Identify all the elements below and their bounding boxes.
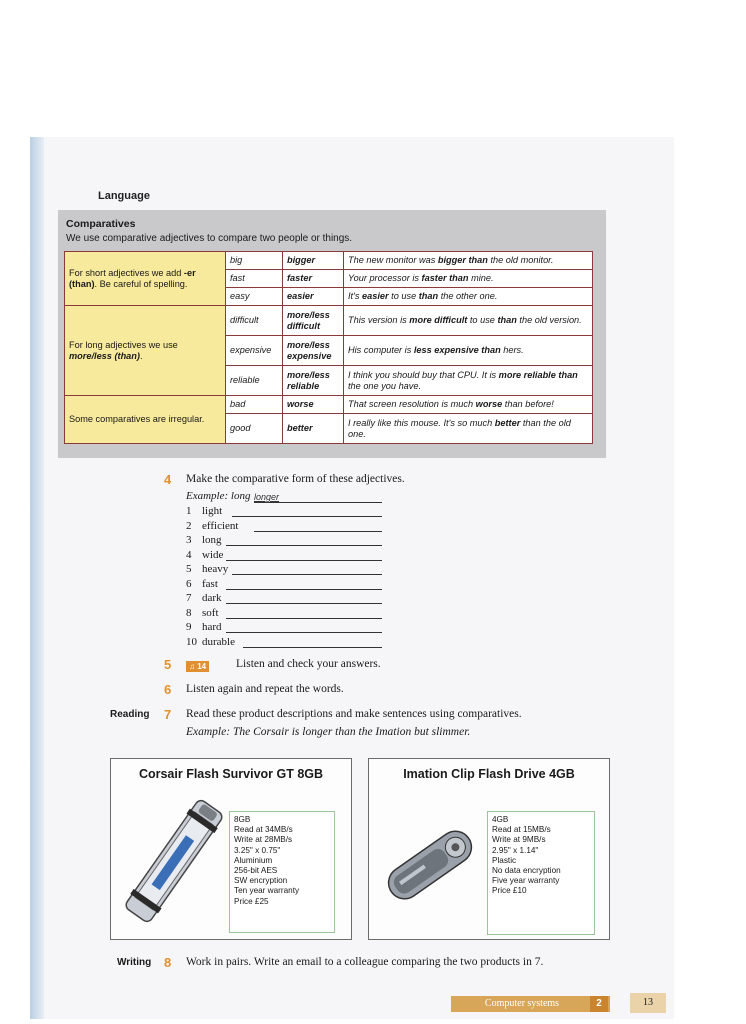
footer-unit-number: 2 xyxy=(590,996,608,1012)
exercise-6-number: 6 xyxy=(164,682,172,697)
spec-line: Price £25 xyxy=(234,896,269,906)
spec-line: Five year warranty xyxy=(492,876,560,886)
exercise-6-instruction: Listen again and repeat the words. xyxy=(186,683,344,695)
answer-line[interactable] xyxy=(232,574,382,575)
adjective-cell: bad xyxy=(226,396,283,414)
exercise-5-instruction: Listen and check your answers. xyxy=(236,658,381,670)
product-name: Corsair Flash Survivor GT 8GB xyxy=(138,767,324,781)
item-word: dark xyxy=(202,592,222,604)
table-row xyxy=(65,252,593,270)
answer-line[interactable] xyxy=(232,516,382,517)
audio-track-badge[interactable] xyxy=(186,658,209,676)
reading-label: Reading xyxy=(110,709,150,720)
answer-line[interactable] xyxy=(254,531,382,532)
item-number: 2 xyxy=(186,519,192,532)
spec-line: Read at 34MB/s xyxy=(234,825,293,835)
spec-box xyxy=(487,811,595,935)
item-number: 10 xyxy=(186,635,197,648)
spec-line: Write at 9MB/s xyxy=(492,835,546,845)
item-word: efficient xyxy=(202,519,239,532)
exercise-4-number: 4 xyxy=(164,472,172,487)
exercise-7-example: Example: The Corsair is longer than the Imation but slimmer. xyxy=(186,726,471,738)
exercise-7-instruction: Read these product descriptions and make sentences using comparatives. xyxy=(186,708,522,720)
product-card-corsair xyxy=(110,758,352,940)
audio-track-number: 14 xyxy=(197,662,207,672)
item-number: 6 xyxy=(186,577,192,590)
example-cell: This version is more difficult to use than the old version. xyxy=(344,306,593,336)
spec-line: 8GB xyxy=(234,815,251,824)
spec-line: Price £10 xyxy=(492,886,527,896)
answer-line[interactable] xyxy=(226,632,382,633)
comparative-cell: better xyxy=(283,414,344,444)
adjective-cell: big xyxy=(226,252,283,270)
comparative-cell: easier xyxy=(283,288,344,306)
exercise-8-instruction: Work in pairs. Write an email to a colleague comparing the two products in 7. xyxy=(186,956,544,968)
answer-line[interactable] xyxy=(226,560,382,561)
usb-drive-corsair-illustration xyxy=(119,793,229,929)
rule-long-adjectives: For long adjectives we use more/less (than). xyxy=(65,306,226,396)
page-number: 13 xyxy=(630,993,666,1013)
answer-line[interactable] xyxy=(226,589,382,590)
exercise-4-example-label: Example: long xyxy=(186,490,251,502)
example-cell: That screen resolution is much worse than before! xyxy=(344,396,593,414)
comparative-cell: bigger xyxy=(283,252,344,270)
answer-line[interactable] xyxy=(226,603,382,604)
example-cell: I think you should buy that CPU. It is more reliable than the one you have. xyxy=(344,366,593,396)
adjective-cell: good xyxy=(226,414,283,444)
comparative-cell: faster xyxy=(283,270,344,288)
product-name: Imation Clip Flash Drive 4GB xyxy=(403,767,575,781)
answer-line xyxy=(254,502,382,503)
language-heading: Language xyxy=(98,190,150,202)
item-word: heavy xyxy=(202,563,229,575)
comparative-cell: more/less difficult xyxy=(283,306,344,336)
table-row xyxy=(65,306,593,336)
item-number: 9 xyxy=(186,621,192,633)
answer-line[interactable] xyxy=(243,647,382,648)
item-word: durable xyxy=(202,635,235,648)
spec-line: 256-bit AES xyxy=(234,866,278,876)
grammar-title: Comparatives xyxy=(66,218,136,230)
example-cell: Your processor is faster than mine. xyxy=(344,270,593,288)
exercise-4-example-answer: longer xyxy=(254,492,280,502)
page-spine-shadow xyxy=(30,137,44,1019)
exercise-4-instruction: Make the comparative form of these adjectives. xyxy=(186,473,405,485)
item-number: 1 xyxy=(186,505,192,517)
example-cell: His computer is less expensive than hers. xyxy=(344,336,593,366)
adjective-cell: fast xyxy=(226,270,283,288)
exercise-7-number: 7 xyxy=(164,707,172,722)
spec-box xyxy=(229,811,335,933)
example-cell: The new monitor was bigger than the old monitor. xyxy=(344,252,593,270)
example-cell: I really like this mouse. It's so much better than the old one. xyxy=(344,414,593,444)
example-cell: It's easier to use than the other one. xyxy=(344,288,593,306)
adjective-cell: reliable xyxy=(226,366,283,396)
adjective-cell: expensive xyxy=(226,336,283,366)
item-word: hard xyxy=(202,621,222,633)
item-number: 5 xyxy=(186,563,192,575)
item-word: wide xyxy=(202,548,224,561)
item-number: 7 xyxy=(186,592,192,604)
writing-label: Writing xyxy=(117,957,152,968)
footer-section: Computer systems xyxy=(484,998,560,1009)
table-row xyxy=(65,396,593,414)
spec-line: Aluminium xyxy=(234,855,273,865)
answer-line[interactable] xyxy=(226,545,382,546)
comparative-cell: more/less reliable xyxy=(283,366,344,396)
exercise-5-number: 5 xyxy=(164,657,172,672)
comparatives-table xyxy=(64,251,593,444)
item-number: 3 xyxy=(186,534,192,546)
spec-line: No data encryption xyxy=(492,866,561,876)
item-word: soft xyxy=(202,606,219,619)
answer-line[interactable] xyxy=(226,618,382,619)
adjective-cell: easy xyxy=(226,288,283,306)
exercise-8-number: 8 xyxy=(164,955,172,970)
item-word: light xyxy=(202,505,223,517)
rule-short-adjectives: For short adjectives we add -er (than). Be careful of spelling. xyxy=(65,252,226,306)
spec-line: 4GB xyxy=(492,815,509,824)
spec-line: Plastic xyxy=(492,855,517,865)
item-number: 4 xyxy=(186,548,192,561)
product-card-imation xyxy=(368,758,610,940)
spec-line: 3.25" x 0.75" xyxy=(234,845,281,855)
spec-line: 2.95" x 1.14" xyxy=(492,845,539,855)
grammar-subtitle: We use comparative adjectives to compare two people or things. xyxy=(66,233,353,244)
audio-icon: ♫ xyxy=(189,662,195,672)
rule-irregular: Some comparatives are irregular. xyxy=(65,396,226,444)
item-number: 8 xyxy=(186,606,192,619)
spec-line: Ten year warranty xyxy=(234,886,300,896)
comparative-cell: worse xyxy=(283,396,344,414)
spec-line: Write at 28MB/s xyxy=(234,835,293,845)
spec-line: Read at 15MB/s xyxy=(492,825,551,835)
usb-drive-imation-illustration xyxy=(375,815,485,915)
spec-line: SW encryption xyxy=(234,876,288,886)
item-word: fast xyxy=(202,577,218,590)
comparative-cell: more/less expensive xyxy=(283,336,344,366)
adjective-cell: difficult xyxy=(226,306,283,336)
item-word: long xyxy=(202,534,222,546)
